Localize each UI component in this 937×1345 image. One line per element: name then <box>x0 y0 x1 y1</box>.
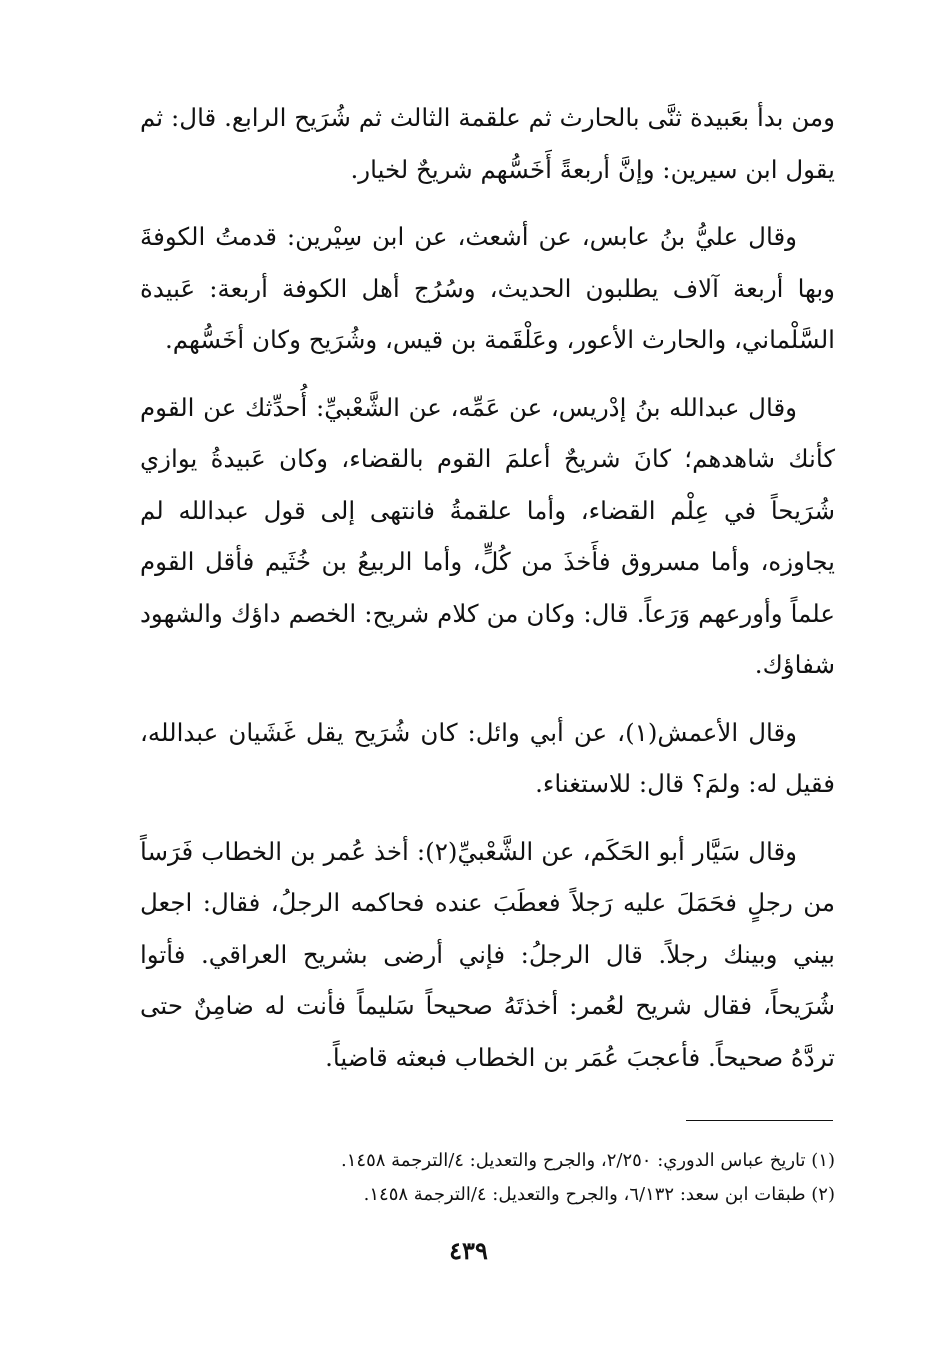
paragraph-4: وقال الأعمش(١)، عن أبي وائل: كان شُرَيح يقل غَشَيان عبدالله، فقيل له: ولمَ؟ قال: للاستغناء. <box>140 717 835 798</box>
paragraph-1: ومن بدأ بعَبيدة ثنَّى بالحارث ثم علقمة الثالث ثم شُرَيح الرابع. قال: ثم يقول ابن سيرين: وإنَّ أربعةً أَخَسُّهم شريحٌ لخيار. <box>140 103 835 184</box>
paragraph-2: وقال عليُّ بنُ عابس، عن أشعث، عن ابن سِيْرين: قدمتُ الكوفةَ وبها أربعة آلاف يطلبون الحديث، وسُرُج أهل الكوفة أربعة: عَبيدة السَّلْماني، والحارث الأعور، وعَلْقَمة بن قيس، وشُرَيح وكان أخَسُّهم. <box>140 222 835 354</box>
page-number: ٤٣٩ <box>449 1236 488 1265</box>
paragraph-3: وقال عبدالله بنُ إدْريس، عن عَمِّه، عن الشَّعْبيِّ: أُحدِّثك عن القوم كأنك شاهدهم؛ كانَ شريحٌ أعلمَ القوم بالقضاء، وكان عَبيدةُ يوازي شُرَيحاً في عِلْم القضاء، وأما علقمةُ فانتهى إلى قول عبدالله لم يجاوزه، وأما مسروق فأَخذَ من كُلٍّ، وأما الربيعُ بن خُثَيم فأقل القوم علماً وأورعهم وَرَعاً. قال: وكان من كلام شريح: الخصم داؤك والشهود شفاؤك. <box>140 392 835 679</box>
main-text <box>140 92 835 1099</box>
footnote-1: (١) تاريخ عباس الدوري: ٢/٢٥٠، والجرح والتعديل: ٤/الترجمة ١٤٥٨. <box>341 1150 835 1171</box>
paragraph-5: وقال سَيَّار أبو الحَكَم، عن الشَّعْبيِّ(٢): أخذ عُمر بن الخطاب فَرَساً من رجلٍ فحَمَلَ عليه رَجلاً فعطَبَ عنده فحاكمه الرجلُ، فقال: اجعل بيني وبينك رجلاً. قال الرجلُ: فإني أرضى بشريح العراقي. فأتوا شُرَيحاً، فقال شريح لعُمر: أخذتَهُ صحيحاً سَليماً فأنت له ضامِنٌ حتى تردَّهُ صحيحاً. فأعجبَ عُمَر بن الخطاب فبعثه قاضياً. <box>140 836 835 1072</box>
footnotes <box>180 1144 835 1212</box>
footnote-separator <box>686 1120 833 1121</box>
footnote-2: (٢) طبقات ابن سعد: ٦/١٣٢، والجرح والتعديل: ٤/الترجمة ١٤٥٨. <box>363 1184 835 1205</box>
